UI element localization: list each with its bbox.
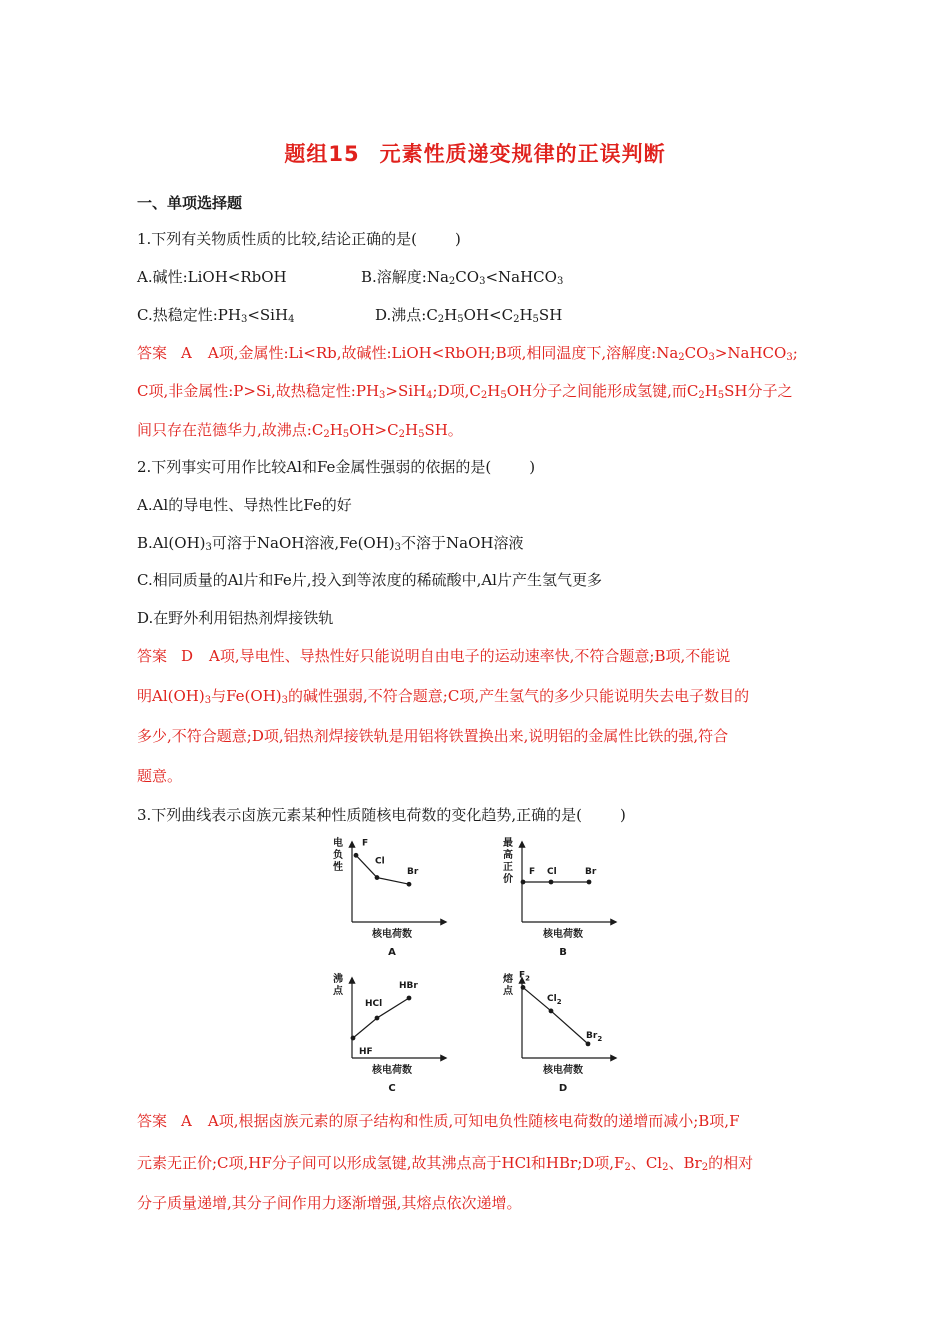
halogen-trend-charts	[0, 830, 950, 1100]
chart-c	[333, 972, 446, 1094]
q2-answer-line-2: 明$Al(OH)_3$与$Fe(OH)_3$的碱性强弱,不符合题意;C项,产生氢气的多少只能说明失去电子数目的	[137, 687, 750, 706]
chart-b-point-label: Cl	[547, 867, 557, 877]
q3-answer-line-2: 元素无正价;C项,HF分子间可以形成氢键,故其沸点高于HCl和HBr;D项$,F_2$、$Cl_2$、$Br_2$的相对	[137, 1154, 754, 1173]
chart-c-point	[375, 1016, 380, 1021]
chart-d-point-label: $Cl_2$	[547, 993, 562, 1006]
page-title	[0, 138, 950, 168]
chart-b-ylabel-char: 最	[503, 838, 513, 849]
chart-c-xlabel: 核电荷数	[372, 1065, 412, 1076]
q1-answer-line-3: 间只存在范德华力,故沸点$:C_2H_5OH>C_2H_5SH$。	[137, 421, 463, 440]
q1-option-a: A.碱性:LiOH<RbOH	[137, 268, 287, 286]
q2-option-d: D.在野外利用铝热剂焊接铁轨	[137, 609, 334, 627]
chart-d-point	[586, 1041, 591, 1046]
chart-d-point-label: $Br_2$	[586, 1030, 603, 1043]
chart-d-ylabel-char: 熔	[503, 974, 513, 985]
chart-a-point-label: Cl	[375, 856, 385, 867]
chart-b-point	[587, 880, 592, 885]
chart-a	[333, 836, 446, 958]
q1-stem: 1.下列有关物质性质的比较,结论正确的是( )	[137, 230, 461, 248]
q1-option-b: B.溶解度$:Na_2CO_3<NaHCO_3$	[361, 268, 564, 287]
chart-b-point	[549, 880, 554, 885]
chart-d-point	[549, 1009, 554, 1014]
chart-a-point	[407, 882, 412, 887]
chart-a-ylabel-char: 负	[333, 850, 343, 861]
chart-c-ylabel-char: 沸	[333, 974, 343, 985]
q2-answer-line-4: 题意。	[137, 767, 183, 785]
chart-b-point-label: F	[529, 867, 536, 877]
chart-d	[502, 970, 616, 1094]
q1-answer-line-2: C项,非金属性:P>Si,故热稳定性$:PH_3>SiH_4;D$项$,C_2H_5OH$分子之间能形成氢键,而$C_2H_5SH$分子之	[137, 382, 793, 401]
chart-c-point-label: HF	[359, 1047, 373, 1057]
chart-c-panel-label: C	[388, 1083, 396, 1094]
q1-option-c: C.热稳定性$:PH_3<SiH_4$	[137, 306, 295, 325]
chart-a-point	[354, 853, 359, 858]
q2-answer-line-3: 多少,不符合题意;D项,铝热剂焊接铁轨是用铝将铁置换出来,说明铝的金属性比铁的强,符合	[137, 727, 729, 745]
chart-a-ylabel-char: 性	[333, 862, 343, 873]
q2-stem: 2.下列事实可用作比较Al和Fe金属性强弱的依据的是( )	[137, 458, 536, 476]
q2-option-c: C.相同质量的Al片和Fe片,投入到等浓度的稀硫酸中,Al片产生氢气更多	[137, 571, 602, 589]
q1-answer-line-1: 答案 A A项,金属性:Li<Rb,故碱性:LiOH<RbOH;B项,相同温度下,溶解度$:Na_2CO_3>NaHCO_3$;	[137, 344, 798, 363]
chart-b-point	[521, 880, 526, 885]
section-heading: 一、单项选择题	[137, 194, 243, 212]
chart-c-point	[407, 996, 412, 1001]
chart-c-point	[351, 1036, 356, 1041]
chart-d-point-label: $F_2$	[519, 970, 531, 983]
chart-b-ylabel-char: 正	[503, 862, 513, 873]
chart-a-point	[375, 875, 380, 880]
chart-b-ylabel-char: 高	[503, 850, 513, 861]
q3-answer-line-1: 答案 A A项,根据卤族元素的原子结构和性质,可知电负性随核电荷数的递增而减小;B项,F	[137, 1112, 740, 1130]
chart-d-point	[521, 985, 526, 990]
q1-option-d: D.沸点$:C_2H_5OH<C_2H_5SH$	[375, 306, 563, 325]
chart-b-ylabel-char: 价	[503, 874, 513, 885]
q2-option-a: A.Al的导电性、导热性比Fe的好	[137, 496, 352, 514]
chart-a-point-label: F	[362, 838, 369, 849]
q1-options-ab	[137, 266, 827, 288]
chart-c-ylabel-char: 点	[333, 986, 343, 997]
chart-b-point-label: Br	[585, 867, 597, 877]
chart-d-xlabel: 核电荷数	[543, 1065, 583, 1076]
title-text: 元素性质递变规律的正误判断	[379, 142, 666, 166]
q1-options-cd	[137, 304, 827, 326]
chart-b	[503, 836, 616, 958]
chart-c-point-label: HBr	[399, 981, 418, 991]
chart-a-xlabel: 核电荷数	[372, 929, 412, 940]
q3-stem: 3.下列曲线表示卤族元素某种性质随核电荷数的变化趋势,正确的是( )	[137, 806, 626, 824]
q2-option-b: $B.Al(OH)_3$可溶于NaOH溶液$,Fe(OH)_3$不溶于NaOH溶液	[137, 534, 524, 553]
chart-a-ylabel-char: 电	[333, 838, 343, 849]
chart-a-point-label: Br	[407, 867, 419, 878]
chart-d-ylabel-char: 点	[503, 986, 513, 997]
chart-c-point-label: HCl	[365, 999, 383, 1009]
chart-d-panel-label: D	[558, 1083, 568, 1094]
chart-a-panel-label: A	[388, 947, 396, 958]
q2-answer-line-1: 答案 D A项,导电性、导热性好只能说明自由电子的运动速率快,不符合题意;B项,不能说	[137, 647, 731, 665]
q3-answer-line-3: 分子质量递增,其分子间作用力逐渐增强,其熔点依次递增。	[137, 1194, 522, 1212]
chart-b-panel-label: B	[559, 947, 567, 958]
title-number: 题组15	[284, 142, 360, 166]
chart-b-xlabel: 核电荷数	[543, 929, 583, 940]
